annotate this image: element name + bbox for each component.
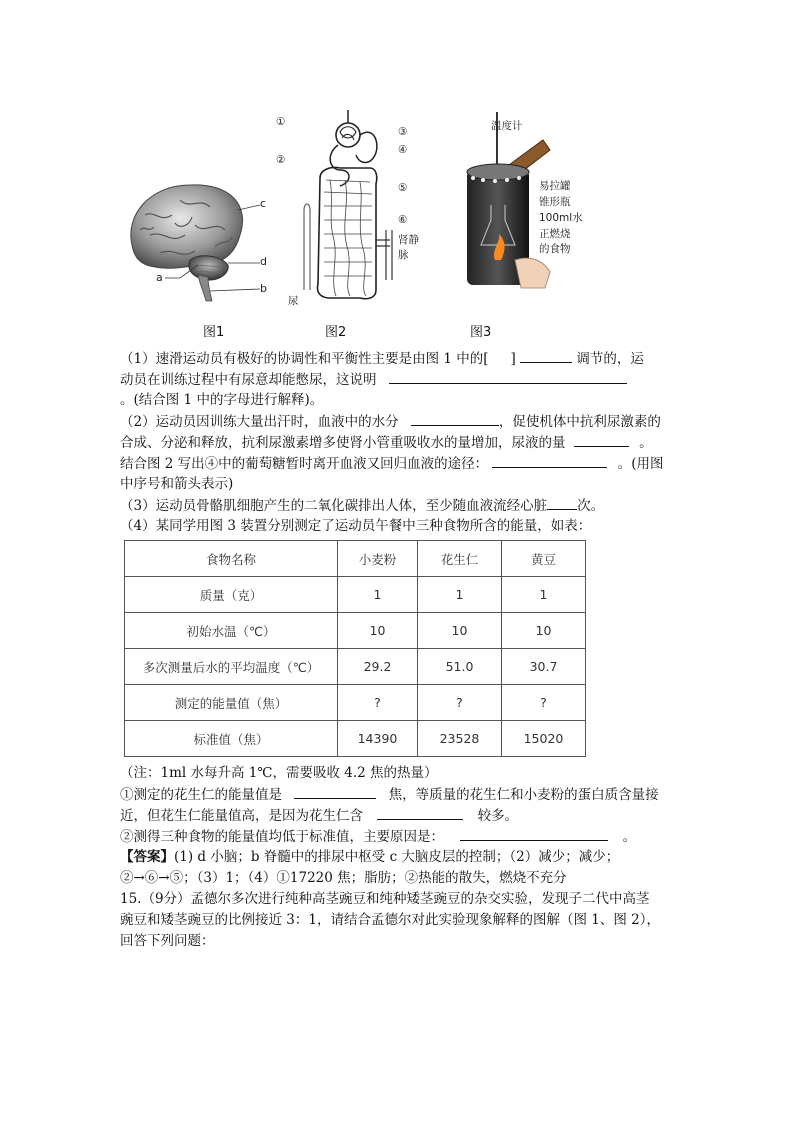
fig3-label-burning1: 正燃烧 (539, 228, 571, 240)
q1-line1: （1）速滑运动员有极好的协调性和平衡性主要是由图 1 中的[ ] 调节的，运 (120, 348, 685, 369)
q3-blank[interactable] (547, 495, 577, 510)
q2-line1: （2）运动员因训练大量出汗时，血液中的水分 ，促使机体中抗利尿激素的 (120, 411, 685, 432)
table-cell: 初始水温（℃） (125, 613, 338, 649)
table-cell: 14390 (338, 721, 418, 757)
q2-line4: 中序号和箭头表示) (120, 476, 234, 492)
q2-line2: 合成、分泌和释放，抗利尿激素增多使肾小管重吸收水的量增加，尿液的量 。 (120, 432, 685, 453)
fig1-caption: 图1 (203, 325, 225, 340)
fig3-label-flask: 锥形瓶 (539, 196, 571, 208)
table-row (125, 577, 586, 613)
fig1-label-c: c (260, 197, 267, 210)
table-note: （注：1ml 水每升高 1℃，需要吸收 4.2 焦的热量） (120, 765, 438, 781)
fig2-label-4: ④ (398, 144, 408, 156)
q2-blank-path[interactable] (492, 453, 607, 468)
fig2-label-5: ⑤ (398, 182, 408, 194)
fig2-label-6: ⑥ (398, 214, 408, 226)
table-cell: 10 (338, 613, 418, 649)
fig3-label-can: 易拉罐 (539, 180, 571, 192)
fig3-label-water: 100ml水 (539, 212, 583, 224)
q1-blank-explain[interactable] (389, 369, 627, 384)
sub1-line2: 近，但花生仁能量值高，是因为花生仁含 较多。 (120, 805, 685, 826)
table-cell: ? (338, 685, 418, 721)
table-cell: 29.2 (338, 649, 418, 685)
q2-line3: 结合图 2 写出④中的葡萄糖暂时离开血液又回归血液的途径： 。(用图 (120, 453, 685, 474)
table-cell: 1 (418, 577, 502, 613)
answer-tag: 【答案】 (120, 849, 174, 865)
table-cell: 质量（克） (125, 577, 338, 613)
table-cell: 标准值（焦） (125, 721, 338, 757)
sub1-blank-energy[interactable] (294, 784, 376, 799)
figure-2-nephron (276, 110, 420, 310)
fig2-caption: 图2 (325, 325, 347, 340)
fig1-label-d: d (260, 255, 267, 268)
table-cell: 多次测量后水的平均温度（℃） (125, 649, 338, 685)
q3-line: （3）运动员骨骼肌细胞产生的二氧化碳排出人体，至少随血液流经心脏 次。 (120, 495, 685, 516)
table-cell: ? (418, 685, 502, 721)
q15-line2: 豌豆和矮茎豌豆的比例接近 3：1，请结合孟德尔对此实验现象解释的图解（图 1、图 2）， (120, 912, 660, 928)
table-row (125, 685, 586, 721)
q1-line3: 。(结合图 1 中的字母进行解释)。 (120, 392, 324, 408)
question-block-2 (120, 763, 685, 952)
table-cell: 23528 (418, 721, 502, 757)
table-cell: ? (502, 685, 586, 721)
sub2-line: ②测得三种食物的能量值均低于标准值，主要原因是： 。 (120, 826, 685, 847)
table-header-row (125, 541, 586, 577)
fig2-label-urine: 尿 (288, 295, 299, 307)
table-header-cell: 食物名称 (125, 541, 338, 577)
fig3-label-thermometer: 温度计 (491, 120, 523, 132)
q1-line2: 动员在训练过程中有尿意却能憋尿，这说明 (120, 369, 685, 390)
q15-line1: 15.（9分）孟德尔多次进行纯种高茎豌豆和纯种矮茎豌豆的杂交实验，发现子二代中高茎 (120, 891, 650, 907)
q15-line3: 回答下列问题： (120, 933, 215, 949)
table-cell: 30.7 (502, 649, 586, 685)
table-cell: 10 (502, 613, 586, 649)
table-cell: 15020 (502, 721, 586, 757)
table-cell: 51.0 (418, 649, 502, 685)
fig2-label-3: ③ (398, 126, 408, 138)
table-row (125, 613, 586, 649)
fig3-label-burning2: 的食物 (539, 243, 571, 255)
answer-line1: 【答案】(1) d 小脑；b 脊髓中的排尿中枢受 c 大脑皮层的控制；（2）减少；减少； (120, 849, 620, 865)
food-energy-table (124, 540, 586, 757)
table-header-cell: 花生仁 (418, 541, 502, 577)
figure-3-calorimeter (455, 110, 595, 310)
table-header-cell: 黄豆 (502, 541, 586, 577)
table-cell: 10 (418, 613, 502, 649)
table-cell: 1 (338, 577, 418, 613)
q2-blank-water[interactable] (411, 411, 499, 426)
figure-1-brain (120, 175, 280, 325)
fig1-label-b: b (260, 282, 267, 295)
answer-line2: ②→⑥→⑤；（3）1；（4）①17220 焦；脂肪；②热能的散失，燃烧不充分 (120, 870, 567, 886)
fig1-label-a: a (156, 271, 163, 284)
table-header-cell: 小麦粉 (338, 541, 418, 577)
table-cell: 1 (502, 577, 586, 613)
fig2-label-1: ① (276, 116, 286, 128)
figure-row (120, 105, 680, 350)
sub1-blank-nutrient[interactable] (377, 805, 463, 820)
table-cell: 测定的能量值（焦） (125, 685, 338, 721)
q2-blank-urine[interactable] (574, 432, 629, 447)
sub1-line1: ①测定的花生仁的能量值是 焦，等质量的花生仁和小麦粉的蛋白质含量接 (120, 784, 685, 805)
brain-illustration (120, 175, 270, 305)
table-row (125, 721, 586, 757)
fig2-label-vein: 肾静脉 (398, 234, 419, 261)
sub2-blank-reason[interactable] (460, 826, 608, 841)
fig3-caption: 图3 (470, 325, 492, 340)
q1-blank-part[interactable] (520, 348, 572, 363)
nephron-illustration (290, 110, 400, 305)
fig2-label-2: ② (276, 154, 286, 166)
q4-line: （4）某同学用图 3 装置分别测定了运动员午餐中三种食物所含的能量，如表： (120, 518, 592, 534)
table-row (125, 649, 586, 685)
question-block-1 (120, 348, 685, 537)
